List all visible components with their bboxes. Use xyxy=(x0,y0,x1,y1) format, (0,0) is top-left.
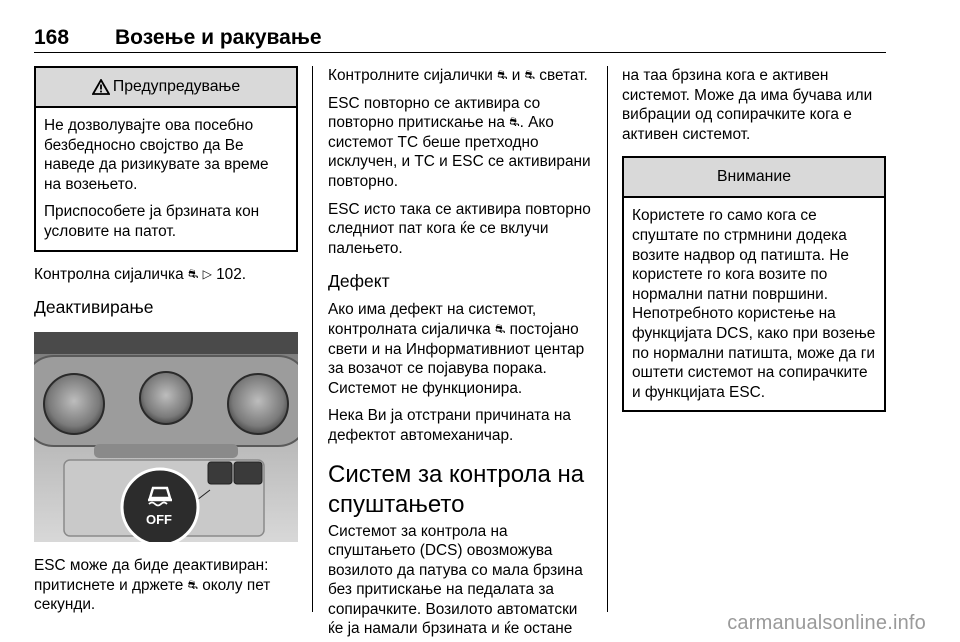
caution-box xyxy=(622,156,886,412)
column-divider xyxy=(312,66,313,612)
esc-warning-icon: ⛐ xyxy=(495,321,506,336)
body-text: ESC повторно се активира со повторно притискање на ⛐. Ако системот TC беше претходно исклучен, и TC и ESC се активирани повторно. xyxy=(328,94,591,190)
dashboard-illustration xyxy=(34,332,298,542)
esc-off-icon: ⛐ xyxy=(524,68,536,82)
column-right xyxy=(622,66,886,412)
column-middle xyxy=(328,66,593,639)
warning-text: Не дозволувајте ова посебно безбедносно својство да Ве наведе да ризикувате за време на возењето. xyxy=(44,117,269,193)
warning-text: Приспособете ја брзината кон условите на патот. xyxy=(44,203,260,240)
off-label: OFF xyxy=(146,512,172,528)
body-text: Нека Ви ја отстрани причината на дефектот автомеханичар. xyxy=(328,407,571,444)
esc-off-button-icon: ⛐ xyxy=(187,577,198,592)
body-text: Ако има дефект на системот, контролната сијаличка ⛐ постојано свети и на Информативниот центар за возачот се појавува порака. Системот не функционира. xyxy=(328,301,585,397)
esc-off-button-icon: ⛐ xyxy=(509,115,520,130)
page-number: 168 xyxy=(34,26,70,49)
tc-off-icon: ⛐ xyxy=(497,68,508,82)
warning-box-header xyxy=(36,68,296,108)
warning-box xyxy=(34,66,298,252)
column-left xyxy=(34,66,298,615)
section-heading-deactivation: Деактивирање xyxy=(34,297,154,318)
body-text: ESC исто така се активира повторно следниот пат кога ќе се вклучи палењето. xyxy=(328,200,591,257)
watermark: carmanualsonline.info xyxy=(727,612,926,634)
deactivation-text: ESC може да биде деактивиран: притиснете и држете ⛐ околу пет секунди. xyxy=(34,557,271,614)
control-light-reference: Контролна сијаличка ⛐ ▷ 102. xyxy=(34,265,247,283)
dashboard-photo xyxy=(34,332,298,542)
section-heading-fault: Дефект xyxy=(328,271,390,292)
warning-box-title: Предупредување xyxy=(112,78,241,95)
caution-box-header xyxy=(624,158,884,198)
body-text: Контролните сијалички ⛐ и ⛐ светат. xyxy=(328,67,588,84)
caution-box-title: Внимание xyxy=(716,168,792,186)
section-heading-dcs: Систем за контрола на спуштањето xyxy=(328,460,585,518)
body-text: на таа брзина кога е активен системот. Може да има бучава или вибрации од сопирачките кога е активен системот. xyxy=(622,67,873,143)
reference-arrow-icon: ▷ xyxy=(202,266,212,281)
caution-text: Непотребното користење на функцијата DCS, како при возење по нормални патишта, може да ги оштети системот на сопирачките и функцијата ESC. xyxy=(632,305,876,401)
body-text: Системот за контрола на спуштањето (DCS) овозможува возилото да патува со мала брзина без притискање на педалата за сопирачките. Возилото автоматски ќе ја намали брзината и ќе остане xyxy=(328,522,583,638)
esc-off-icon: ⛐ xyxy=(187,266,199,281)
column-divider xyxy=(607,66,608,612)
running-title: Возење и ракување xyxy=(115,26,322,49)
warning-triangle-icon xyxy=(92,79,110,95)
page-header xyxy=(34,22,886,53)
caution-text: Користете го само кога се спуштате по стрмнини додека возите надвор од патишта. Не користете го кога возите по нормални патни површини. xyxy=(632,207,849,303)
